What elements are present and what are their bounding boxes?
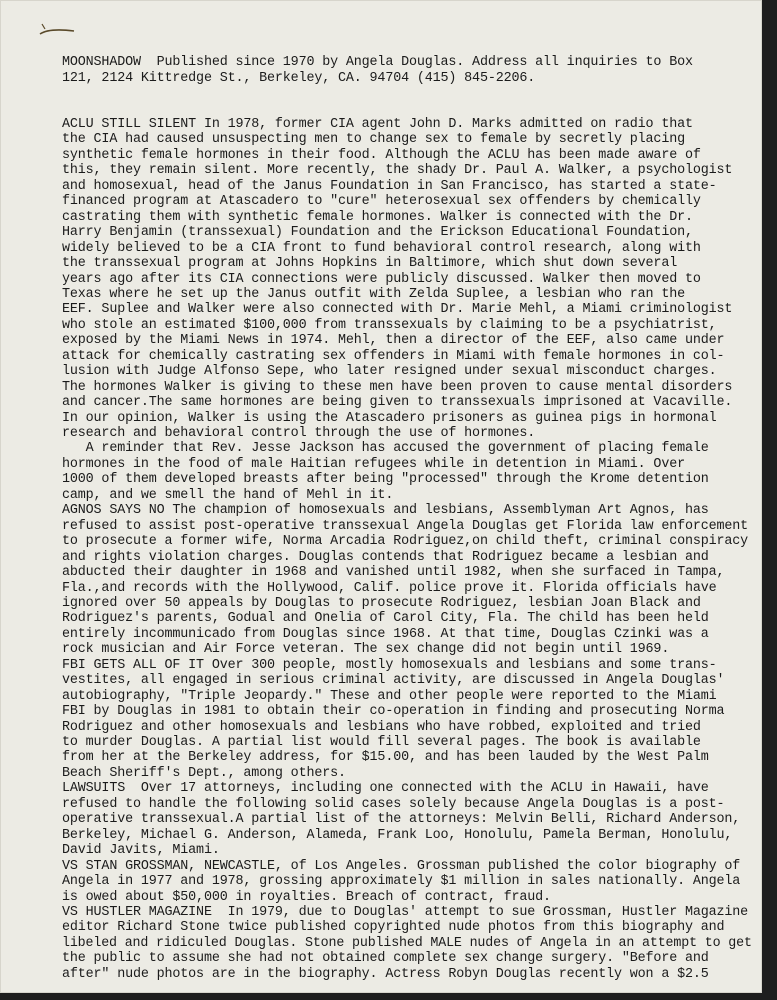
body-line: and cancer.The same hormones are being given to transsexuals imprisoned at Vacaville.: [62, 395, 733, 411]
body-line: attack for chemically castrating sex offenders in Miami with female hormones in col-: [62, 348, 725, 364]
masthead-line: MOONSHADOW Published since 1970 by Angela Douglas. Address all inquiries to Box: [62, 55, 693, 70]
body-line: Angela in 1977 and 1978, grossing approximately $1 million in sales nationally. Angela: [62, 874, 741, 890]
body-line: libeled and ridiculed Douglas. Stone published MALE nudes of Angela in an attempt to get: [62, 935, 752, 951]
body-line: ACLU STILL SILENT In 1978, former CIA agent John D. Marks admitted on radio that: [62, 117, 693, 132]
body-line: operative transsexual.A partial list of the attorneys: Melvin Belli, Richard Anderson,: [62, 812, 741, 828]
body-line: Beach Sheriff's Dept., among others.: [62, 765, 346, 781]
body-line: years ago after its CIA connections were publicly discussed. Walker then moved to: [62, 271, 701, 287]
scan-border-bottom: [0, 993, 777, 1000]
body-line: The hormones Walker is giving to these men have been proven to cause mental disorders: [62, 379, 733, 395]
body-line: and rights violation charges. Douglas contends that Rodriguez became a lesbian and: [62, 549, 709, 565]
body-line: autobiography, "Triple Jeopardy." These and other people were reported to the Miami: [62, 688, 717, 704]
body-line: the public to assume she had not obtained complete sex change surgery. "Before and: [62, 951, 709, 967]
body-line: who stole an estimated $100,000 from transsexuals by claiming to be a psychiatrist,: [62, 317, 717, 333]
body-line: Texas where he set up the Janus outfit with Zelda Suplee, a lesbian who ran the: [62, 286, 685, 302]
body-line: LAWSUITS Over 17 attorneys, including one connected with the ACLU in Hawaii, have: [62, 781, 709, 797]
body-line: FBI by Douglas in 1981 to obtain their co-operation in finding and prosecuting Norma: [62, 704, 725, 720]
body-line: widely believed to be a CIA front to fund behavioral control research, along with: [62, 240, 701, 256]
body-line: the transsexual program at Johns Hopkins in Baltimore, which shut down several: [62, 256, 678, 272]
body-line: rock musician and Air Force veteran. The sex change did not begin until 1969.: [62, 642, 670, 658]
body-line: to prosecute a former wife, Norma Arcadia Rodriguez,on child theft, criminal conspiracy: [62, 534, 749, 550]
body-line: research and behavioral control through the use of hormones.: [62, 426, 536, 441]
body-line: vestites, all engaged in serious criminal activity, are discussed in Angela Douglas': [62, 673, 725, 689]
body-line: Fla.,and records with the Hollywood, Calif. police prove it. Florida officials have: [62, 580, 717, 596]
pencil-mark: [36, 20, 76, 40]
body-line: 1000 of them developed breasts after being "processed" through the Krome detention: [62, 472, 709, 488]
body-line: EEF. Suplee and Walker were also connected with Dr. Marie Mehl, a Miami criminologist: [62, 302, 733, 318]
body-line: camp, and we smell the hand of Mehl in it.: [62, 487, 394, 503]
body-line: exposed by the Miami News in 1974. Mehl, then a director of the EEF, also came under: [62, 333, 725, 349]
body-line: A reminder that Rev. Jesse Jackson has accused the government of placing female: [62, 441, 709, 457]
body-line: Rodriguez's parents, Godual and Onelia of Carol City, Fla. The child has been held: [62, 611, 709, 627]
body-line: Rodriguez and other homosexuals and lesbians who have robbed, exploited and tried: [62, 719, 701, 735]
body-line: editor Richard Stone twice published copyrighted nude photos from this biography and: [62, 920, 725, 936]
body-line: from her at the Berkeley address, for $15.00, and has been lauded by the West Palm: [62, 750, 709, 766]
body-line: this, they remain silent. More recently, the shady Dr. Paul A. Walker, a psychologist: [62, 163, 733, 179]
body-line: ignored over 50 appeals by Douglas to prosecute Rodriguez, lesbian Joan Black and: [62, 595, 701, 611]
body-line: FBI GETS ALL OF IT Over 300 people, mostly homosexuals and lesbians and some trans-: [62, 657, 717, 673]
body-line: entirely incommunicado from Douglas since 1968. At that time, Douglas Czinki was a: [62, 626, 709, 642]
body-line: refused to handle the following solid cases solely because Angela Douglas is a post-: [62, 796, 725, 812]
body-line: the CIA had caused unsuspecting men to change sex to female by secretly placing: [62, 132, 685, 148]
body-line: David Javits, Miami.: [62, 843, 220, 859]
body-line: Harry Benjamin (transsexual) Foundation and the Erickson Educational Foundation,: [62, 225, 693, 241]
masthead-line: 121, 2124 Kittredge St., Berkeley, CA. 94704 (415) 845-2206.: [62, 71, 536, 86]
body-line: VS HUSTLER MAGAZINE In 1979, due to Douglas' attempt to sue Grossman, Hustler Magazine: [62, 904, 749, 920]
body-line: In our opinion, Walker is using the Atascadero prisoners as guinea pigs in hormonal: [62, 410, 717, 426]
body-line: refused to assist post-operative transsexual Angela Douglas get Florida law enforcement: [62, 518, 749, 534]
body-line: after" nude photos are in the biography. Actress Robyn Douglas recently won a $2.5: [62, 966, 709, 982]
body-line: AGNOS SAYS NO The champion of homosexuals and lesbians, Assemblyman Art Agnos, has: [62, 503, 709, 519]
body-line: VS STAN GROSSMAN, NEWCASTLE, of Los Angeles. Grossman published the color biography of: [62, 858, 741, 874]
body-line: lusion with Judge Alfonso Sepe, who later resigned under sexual misconduct charges.: [62, 364, 717, 380]
body-line: is owed about $50,000 in royalties. Breach of contract, fraud.: [62, 889, 551, 905]
body-line: hormones in the food of male Haitian refugees while in detention in Miami. Over: [62, 456, 685, 472]
scan-border-right: [762, 0, 777, 1000]
body-line: to murder Douglas. A partial list would fill several pages. The book is available: [62, 735, 701, 750]
body-line: financed program at Atascadero to "cure" heterosexual sex offenders by chemically: [62, 194, 701, 210]
body-line: abducted their daughter in 1968 and vanished until 1982, when she surfaced in Tampa,: [62, 565, 725, 581]
body-line: Berkeley, Michael G. Anderson, Alameda, Frank Loo, Honolulu, Pamela Berman, Honolulu,: [62, 827, 733, 843]
body-line: and homosexual, head of the Janus Foundation in San Francisco, has started a state-: [62, 178, 717, 194]
body-line: synthetic female hormones in their food. Although the ACLU has been made aware of: [62, 147, 701, 163]
body-line: castrating them with synthetic female hormones. Walker is connected with the Dr.: [62, 209, 693, 225]
